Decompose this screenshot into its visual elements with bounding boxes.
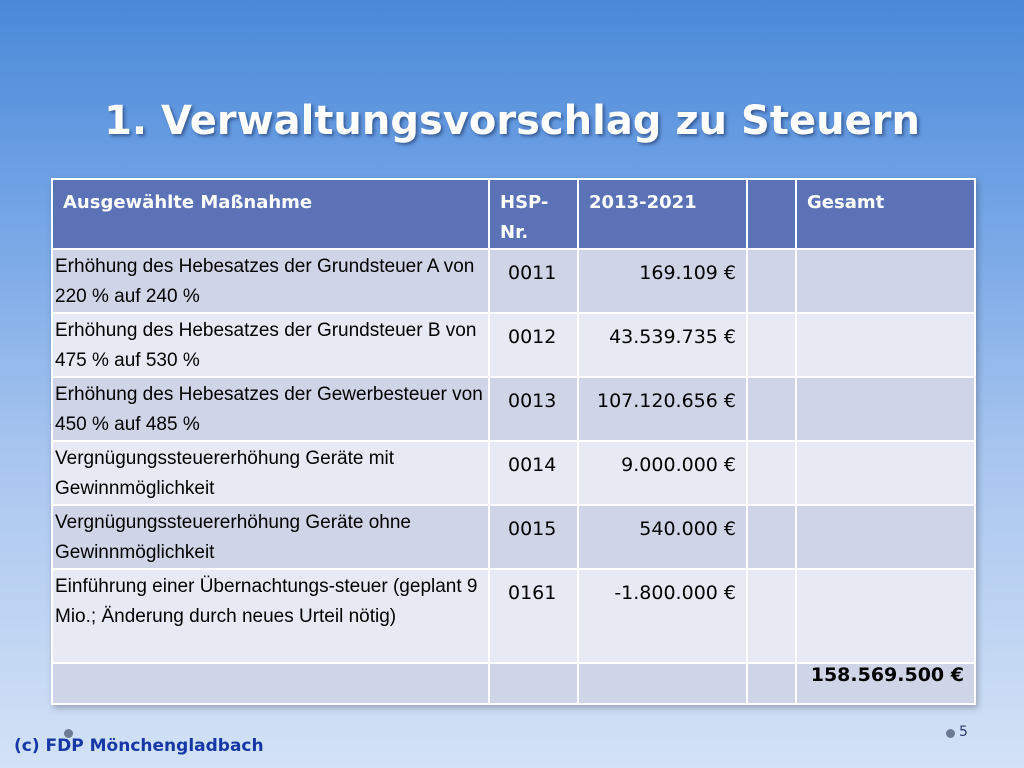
total-row — [52, 663, 975, 704]
row-measure: Erhöhung des Hebesatzes der Grundsteuer A von 220 % auf 240 % — [52, 249, 489, 313]
header-hsp: HSP-Nr. — [489, 179, 578, 249]
total-row-blank — [747, 663, 796, 704]
header-measure: Ausgewählte Maßnahme — [52, 179, 489, 249]
row-amount: 43.539.735 € — [578, 313, 747, 377]
row-measure: Vergnügungssteuererhöhung Geräte mit Gewinnmöglichkeit — [52, 441, 489, 505]
table-header-row — [52, 179, 975, 249]
row-total-cell — [796, 569, 975, 663]
row-total-cell — [796, 505, 975, 569]
row-hsp: 0012 — [489, 313, 578, 377]
footer-credit: (c) FDP Mönchengladbach — [14, 736, 264, 756]
row-measure: Erhöhung des Hebesatzes der Grundsteuer B von 475 % auf 530 % — [52, 313, 489, 377]
table-row — [52, 313, 975, 377]
measures-table — [51, 178, 976, 705]
row-total-cell — [796, 441, 975, 505]
row-hsp: 0013 — [489, 377, 578, 441]
row-blank-cell — [747, 313, 796, 377]
row-measure: Erhöhung des Hebesatzes der Gewerbesteuer von 450 % auf 485 % — [52, 377, 489, 441]
row-amount: 169.109 € — [578, 249, 747, 313]
row-total-cell — [796, 313, 975, 377]
header-total: Gesamt — [796, 179, 975, 249]
row-blank-cell — [747, 505, 796, 569]
row-hsp: 0014 — [489, 441, 578, 505]
page-number: 5 — [959, 724, 968, 740]
row-blank-cell — [747, 249, 796, 313]
row-hsp: 0015 — [489, 505, 578, 569]
row-total-cell — [796, 377, 975, 441]
total-row-blank — [489, 663, 578, 704]
row-amount: -1.800.000 € — [578, 569, 747, 663]
slide-title: 1. Verwaltungsvorschlag zu Steuern — [104, 98, 920, 144]
row-blank-cell — [747, 569, 796, 663]
row-hsp: 0161 — [489, 569, 578, 663]
bullet-dot-right — [946, 729, 955, 738]
grand-total: 158.569.500 € — [796, 663, 975, 704]
row-amount: 540.000 € — [578, 505, 747, 569]
row-amount: 107.120.656 € — [578, 377, 747, 441]
table-row — [52, 441, 975, 505]
row-blank-cell — [747, 441, 796, 505]
total-row-blank — [578, 663, 747, 704]
header-period: 2013-2021 — [578, 179, 747, 249]
row-amount: 9.000.000 € — [578, 441, 747, 505]
table-row — [52, 249, 975, 313]
table-row — [52, 505, 975, 569]
row-blank-cell — [747, 377, 796, 441]
header-blank — [747, 179, 796, 249]
row-measure: Einführung einer Übernachtungs-steuer (geplant 9 Mio.; Änderung durch neues Urteil nötig) — [52, 569, 489, 663]
table-row — [52, 377, 975, 441]
row-measure: Vergnügungssteuererhöhung Geräte ohne Gewinnmöglichkeit — [52, 505, 489, 569]
row-total-cell — [796, 249, 975, 313]
table-row — [52, 569, 975, 663]
row-hsp: 0011 — [489, 249, 578, 313]
total-row-blank — [52, 663, 489, 704]
